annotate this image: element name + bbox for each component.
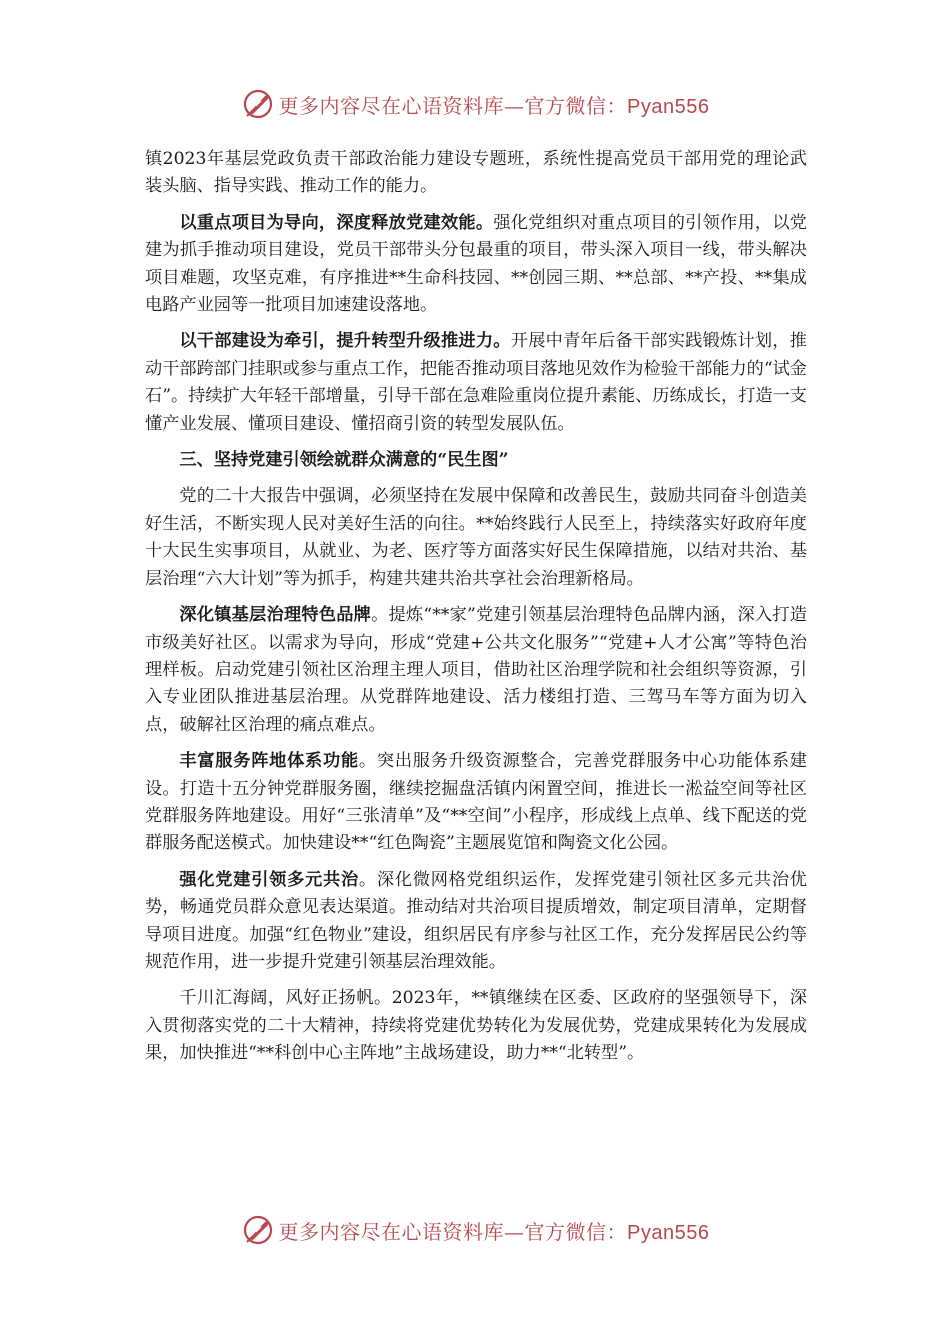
banner-text: [279, 1216, 710, 1245]
quill-logo-icon: [241, 1213, 275, 1247]
paragraph-lead: 深化镇基层治理特色品牌: [179, 605, 372, 626]
paragraph: 深化镇基层治理特色品牌。提炼“**家”党建引领基层治理特色品牌内涵，深入打造市级美好社区。以需求为导向，形成“党建+公共文化服务”“党建+人才公寓”等特色治理样板。启动党建引领社区治理主理人项目，借助社区治理学院和社会组织等资源，引入专业团队推进基层治理。从党群阵地建设、活力楼组打造、三驾马车等方面为切入点，破解社区治理的痛点难点。: [145, 605, 807, 735]
paragraph: 强化党建引领多元共治。深化微网格党组织运作，发挥党建引领社区多元共治优势，畅通党员群众意见表达渠道。推动结对共治项目提质增效，制定项目清单，定期督导项目进度。加强“红色物业”建设，组织居民有序参与社区工作，充分发挥居民公约等规范作用，进一步提升党建引领基层治理效能。: [145, 869, 807, 972]
paragraph-lead: 丰富服务阵地体系功能: [179, 751, 359, 772]
footer-banner: [0, 1210, 950, 1250]
paragraph: 丰富服务阵地体系功能。突出服务升级资源整合，完善党群服务中心功能体系建设。打造十五分钟党群服务圈，继续挖掘盘活镇内闲置空间，推进长一淞益空间等社区党群服务阵地建设。用好“三张清单”及“**空间”小程序，形成线上点单、线下配送的党群服务配送模式。加快建设**“红色陶瓷”主题展览馆和陶瓷文化公园。: [145, 751, 807, 854]
paragraph-lead: 以干部建设为牵引，提升转型升级推进力。: [179, 331, 511, 352]
banner-label: 更多内容尽在心语资料库—官方微信：: [278, 93, 628, 118]
section-heading: 三、坚持党建引领绘就群众满意的“民生图”: [179, 450, 509, 471]
paragraph: 镇2023年基层党政负责干部政治能力建设专题班，系统性提高党员干部用党的理论武装头脑、指导实践、推动工作的能力。: [145, 149, 807, 197]
header-banner: [0, 84, 950, 124]
banner-label: 更多内容尽在心语资料库—官方微信：: [278, 1219, 628, 1244]
paragraph: 党的二十大报告中强调，必须坚持在发展中保障和改善民生，鼓励共同奋斗创造美好生活，不断实现人民对美好生活的向往。**始终践行人民至上，持续落实好政府年度十大民生实事项目，从就业、为老、医疗等方面落实好民生保障措施，以结对共治、基层治理“六大计划”等为抓手，构建共建共治共享社会治理新格局。: [145, 486, 807, 589]
banner-handle: Pyan556: [627, 95, 710, 118]
paragraph: 以重点项目为导向，深度释放党建效能。强化党组织对重点项目的引领作用，以党建为抓手推动项目建设，党员干部带头分包最重的项目，带头深入项目一线，带头解决项目难题，攻坚克难，有序推进**生命科技园、**创园三期、**总部、**产投、**集成电路产业园等一批项目加速建设落地。: [145, 212, 807, 316]
banner-handle: Pyan556: [627, 1221, 710, 1244]
paragraph: 千川汇海阔，风好正扬帆。2023年，**镇继续在区委、区政府的坚强领导下，深入贯彻落实党的二十大精神，持续将党建优势转化为发展优势，党建成果转化为发展成果，加快推进“**科创中心主阵地”主战场建设，助力**“北转型”。: [145, 988, 807, 1064]
paragraph-lead: 以重点项目为导向，深度释放党建效能。: [179, 212, 494, 233]
document-body: [145, 146, 807, 1077]
paragraph-lead: 强化党建引领多元共治: [179, 869, 359, 890]
banner-text: [279, 90, 710, 119]
quill-logo-icon: [241, 87, 275, 121]
paragraph: 以干部建设为牵引，提升转型升级推进力。开展中青年后备干部实践锻炼计划，推动干部跨部门挂职或参与重点工作，把能否推动项目落地见效作为检验干部能力的“试金石”。持续扩大年轻干部增量，引导干部在急难险重岗位提升素能、历练成长，打造一支懂产业发展、懂项目建设、懂招商引资的转型发展队伍。: [145, 331, 807, 434]
